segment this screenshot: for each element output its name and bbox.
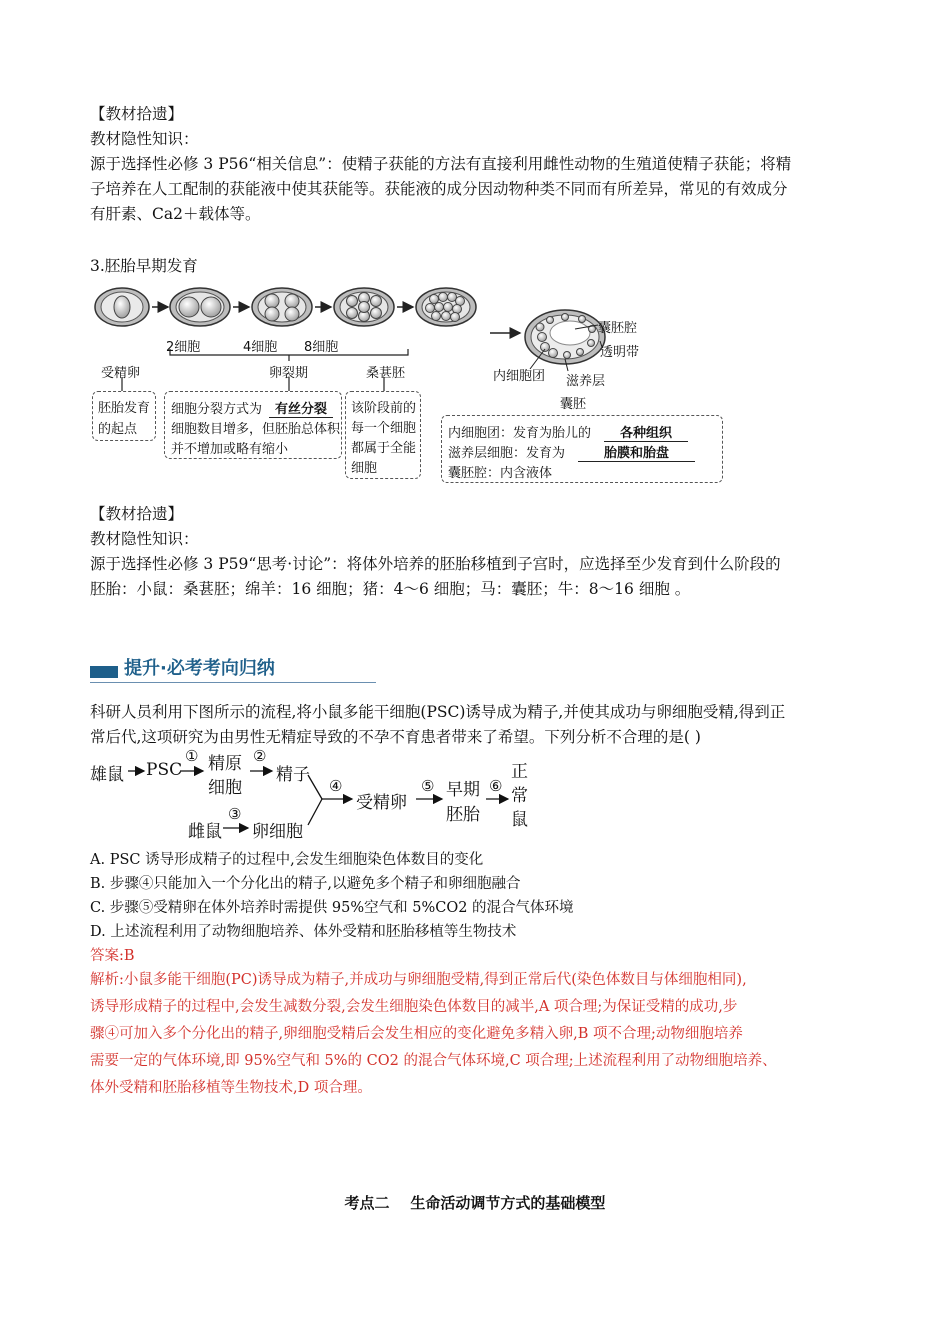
question-stem-1: 科研人员利用下图所示的流程,将小鼠多能干细胞(PSC)诱导成为精子,并使其成功与卵细胞受精,得到正 xyxy=(90,703,786,721)
analysis-line-1: 解析:小鼠多能干细胞(PC)诱导成为精子,并成功与卵细胞受精,得到正常后代(染色体数目与体细胞相同), xyxy=(90,972,747,988)
flow-step-2: ② xyxy=(253,747,267,765)
analysis-line-4: 需要一定的气体环境,即 95%空气和 5%的 CO2 的混合气体环境,C 项合理;上述流程利用了动物细胞培养、 xyxy=(90,1053,777,1069)
blastocyst-illustration xyxy=(525,310,605,364)
next-section-title: 考点二 生命活动调节方式的基础模型 xyxy=(344,1194,606,1212)
label-4-cell: 4细胞 xyxy=(243,340,278,355)
option-d: D. 上述流程利用了动物细胞培养、体外受精和胚胎移植等生物技术 xyxy=(90,924,517,940)
flow-psc: PSC xyxy=(146,760,183,780)
label-inner-cell-mass: 内细胞团 xyxy=(493,369,546,384)
label-2-cell: 2细胞 xyxy=(166,340,201,355)
morula-illustration xyxy=(416,288,476,326)
option-b: B. 步骤④只能加入一个分化出的精子,以避免多个精子和卵细胞融合 xyxy=(90,876,521,892)
flow-normal-3: 鼠 xyxy=(511,810,528,830)
flow-step-6: ⑥ xyxy=(489,777,503,795)
psc-flow-diagram xyxy=(90,745,540,845)
flow-spermatogonia-1: 精原 xyxy=(208,754,242,774)
flow-step-3: ③ xyxy=(228,805,242,823)
section3-line-1: 源于选择性必修 3 P59“思考·讨论”：将体外培养的胚胎移植到子宫时，应选择至少发育到什么阶段的 xyxy=(90,555,781,573)
option-a: A. PSC 诱导形成精子的过程中,会发生细胞染色体数目的变化 xyxy=(90,852,484,868)
flow-female-mouse: 雌鼠 xyxy=(188,822,222,842)
flow-early-embryo-1: 早期 xyxy=(446,780,480,800)
label-blastocoel: 囊胚腔 xyxy=(598,321,638,336)
flow-sperm: 精子 xyxy=(276,765,310,785)
label-zygote: 受精卵 xyxy=(101,366,141,381)
label-zona-pellucida: 透明带 xyxy=(600,345,640,360)
analysis-line-2: 诱导形成精子的过程中,会发生减数分裂,会发生细胞染色体数目的减半,A 项合理;为保证受精的成功,步 xyxy=(90,999,738,1015)
flow-step-5: ⑤ xyxy=(421,777,435,795)
eight-cell-illustration xyxy=(334,288,394,326)
answer-fetal-membranes-placenta: 胎膜和胎盘 xyxy=(578,442,695,462)
four-cell-illustration xyxy=(252,288,312,326)
section-banner xyxy=(90,652,376,684)
flow-step-1: ① xyxy=(185,747,199,765)
section1-line-3: 有肝素、Ca2＋载体等。 xyxy=(90,205,261,223)
option-c: C. 步骤⑤受精卵在体外培养时需提供 95%空气和 5%CO2 的混合气体环境 xyxy=(90,900,574,916)
section2-title: 3.胚胎早期发育 xyxy=(90,257,198,275)
zygote-note-box: 胚胎发育 的起点 xyxy=(92,391,156,441)
answer-various-tissues: 各种组织 xyxy=(604,422,688,442)
label-trophoblast: 滋养层 xyxy=(566,374,606,389)
label-blastocyst: 囊胚 xyxy=(560,397,587,412)
flow-zygote: 受精卵 xyxy=(356,793,407,813)
section1-line-1: 源于选择性必修 3 P56“相关信息”：使精子获能的方法有直接利用雌性动物的生殖道使精子获能；将精 xyxy=(90,155,792,173)
banner-underline xyxy=(90,682,376,683)
section1-sub: 教材隐性知识： xyxy=(90,130,199,148)
banner-bar xyxy=(90,666,118,678)
flow-step-4: ④ xyxy=(329,777,343,795)
analysis-line-5: 体外受精和胚胎移植等生物技术,D 项合理。 xyxy=(90,1080,372,1096)
answer: 答案:B xyxy=(90,948,135,964)
label-8-cell: 8细胞 xyxy=(304,340,339,355)
label-morula: 桑葚胚 xyxy=(366,366,406,381)
banner-title: 提升·必考考向归纳 xyxy=(124,658,275,679)
section3-heading: 【教材拾遗】 xyxy=(90,505,184,523)
flow-egg: 卵细胞 xyxy=(252,822,303,842)
question-stem-2: 常后代,这项研究为由男性无精症导致的不孕不育患者带来了希望。下列分析不合理的是( ) xyxy=(90,728,701,746)
morula-note-box: 该阶段前的 每一个细胞 都属于全能 细胞 xyxy=(345,391,421,479)
section3-sub: 教材隐性知识： xyxy=(90,530,199,548)
blastocyst-note-box: 内细胞团：发育为胎儿的 各种组织 滋养层细胞：发育为 胎膜和胎盘 囊胚腔：内含液体 xyxy=(441,415,723,483)
flow-early-embryo-2: 胚胎 xyxy=(446,805,480,825)
section3-line-2: 胚胎：小鼠：桑葚胚；绵羊：16 细胞；猪：4～6 细胞；马：囊胚；牛：8～16 细胞 。 xyxy=(90,580,691,598)
section1-heading: 【教材拾遗】 xyxy=(90,105,184,123)
analysis-line-3: 骤④可加入多个分化出的精子,卵细胞受精后会发生相应的变化避免多精入卵,B 项不合理;动物细胞培养 xyxy=(90,1026,743,1042)
label-cleavage: 卵裂期 xyxy=(269,366,309,381)
flow-normal-2: 常 xyxy=(511,786,528,806)
flow-spermatogonia-2: 细胞 xyxy=(208,778,242,798)
two-cell-illustration xyxy=(170,288,230,326)
flow-male-mouse: 雄鼠 xyxy=(90,765,124,785)
answer-mitosis: 有丝分裂 xyxy=(269,398,333,418)
cleavage-note-box: 细胞分裂方式为 有丝分裂 细胞数目增多，但胚胎总体积 并不增加或略有缩小 xyxy=(164,391,342,459)
section1-line-2: 子培养在人工配制的获能液中使其获能等。获能液的成分因动物种类不同而有所差异，常见的有效成分 xyxy=(90,180,788,198)
zygote-illustration xyxy=(95,288,149,326)
flow-normal-1: 正 xyxy=(511,762,528,782)
